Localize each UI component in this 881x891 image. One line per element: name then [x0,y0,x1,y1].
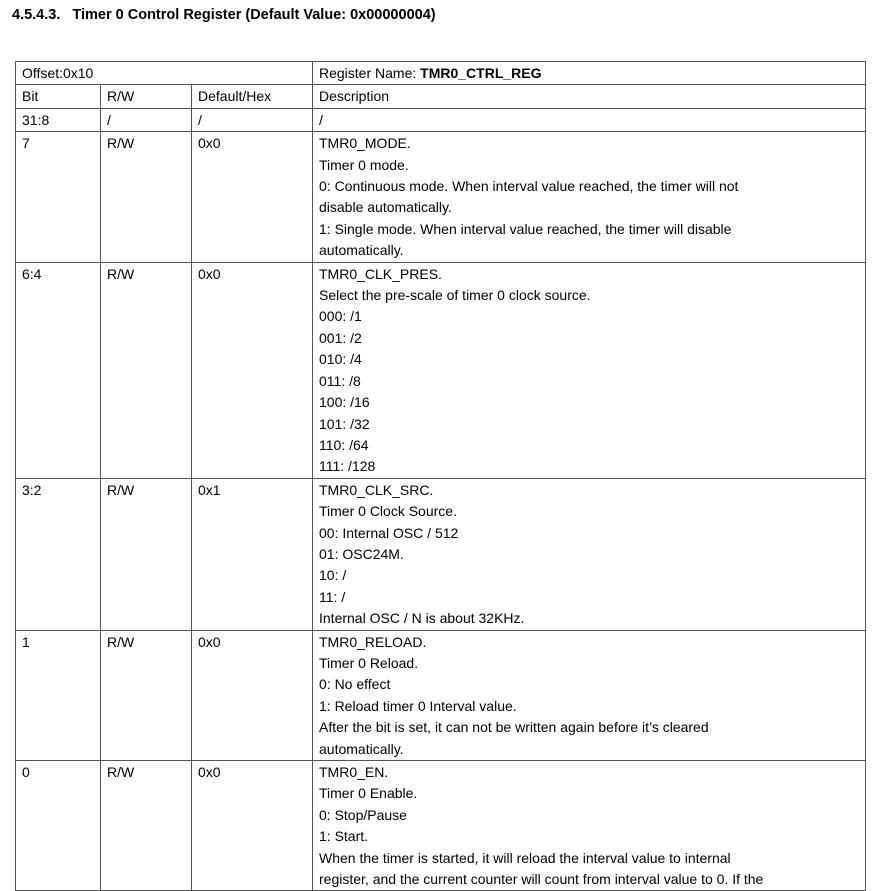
section-heading [12,7,436,23]
rw-cell: R/W [101,262,192,478]
rw-cell: R/W [101,478,192,630]
description-line: Timer 0 Clock Source. [319,503,457,520]
bit-cell: 31:8 [16,108,101,131]
description-line: disable automatically. [319,199,452,216]
description-cell [313,630,866,760]
description-line: 1: Single mode. When interval value reached, the timer will disable [319,220,732,237]
description-line: 111: /128 [319,458,376,475]
table-header-offset-row [16,62,866,85]
bit-cell: 6:4 [16,262,101,478]
column-header-bit: Bit [16,85,101,108]
description-line: 1: Start. [319,828,369,845]
bit-cell: 3:2 [16,478,101,630]
description-line: 10: / [319,567,347,584]
column-header-rw: R/W [101,85,192,108]
description-line: 0: Continuous mode. When interval value reached, the timer will not [319,178,739,195]
description-line: Timer 0 Enable. [319,785,418,802]
table-row [16,630,866,760]
description-line: 001: /2 [319,329,362,346]
table-row [16,108,866,131]
description-line: 010: /4 [319,351,362,368]
description-line: After the bit is set, it can not be written again before it’s cleared [319,719,709,736]
field-name: TMR0_CLK_SRC. [319,481,434,498]
description-cell [313,108,866,131]
description-line: 0: No effect [319,676,391,693]
register-table-body [16,62,866,891]
description-line: 000: /1 [319,308,362,325]
bit-cell: 7 [16,132,101,262]
table-row [16,478,866,630]
field-name: TMR0_EN. [319,764,389,780]
description-line: 00: Internal OSC / 512 [319,524,459,541]
description-line: automatically. [319,740,404,757]
rw-cell: R/W [101,630,192,760]
section-title: Timer 0 Control Register (Default Value: 0x00000004) [72,7,436,23]
column-header-description: Description [313,85,866,108]
description-line: Select the pre-scale of timer 0 clock source. [319,287,591,304]
description-line: 110: /64 [319,436,369,453]
field-name: TMR0_CLK_PRES. [319,265,442,282]
description-line: automatically. [319,242,404,259]
description-line: When the timer is started, it will reload the interval value to internal [319,849,731,866]
rw-cell: R/W [101,132,192,262]
table-row [16,761,866,891]
description-line: / [319,111,323,128]
register-name: TMR0_CTRL_REG [420,65,542,81]
register-table [15,61,866,891]
default-cell: / [192,108,313,131]
register-name-cell [313,62,866,85]
table-row [16,132,866,262]
description-line: 1: Reload timer 0 Interval value. [319,697,517,714]
description-cell [313,132,866,262]
table-column-header-row [16,85,866,108]
description-line: Timer 0 Reload. [319,654,419,671]
description-line: 11: / [319,588,346,605]
description-line: Internal OSC / N is about 32KHz. [319,610,525,627]
description-cell [313,262,866,478]
section-number: 4.5.4.3. [12,7,61,23]
description-line: Timer 0 mode. [319,156,409,173]
description-line: 0: Stop/Pause [319,806,407,823]
description-line: 011: /8 [319,372,361,389]
description-line: 01: OSC24M. [319,545,404,562]
bit-cell: 0 [16,761,101,891]
description-cell [313,761,866,891]
default-cell: 0x0 [192,761,313,891]
register-name-label: Register Name: [319,65,421,81]
description-line: 101: /32 [319,415,370,432]
description-cell [313,478,866,630]
description-line: 100: /16 [319,394,370,411]
table-row [16,262,866,478]
rw-cell: / [101,108,192,131]
default-cell: 0x0 [192,262,313,478]
offset-cell: Offset:0x10 [16,62,313,85]
field-name: TMR0_MODE. [319,135,411,152]
bit-cell: 1 [16,630,101,760]
default-cell: 0x1 [192,478,313,630]
description-line: register, and the current counter will count from interval value to 0. If the [319,871,764,888]
column-header-default: Default/Hex [192,85,313,108]
field-name: TMR0_RELOAD. [319,633,427,650]
default-cell: 0x0 [192,630,313,760]
rw-cell: R/W [101,761,192,891]
default-cell: 0x0 [192,132,313,262]
